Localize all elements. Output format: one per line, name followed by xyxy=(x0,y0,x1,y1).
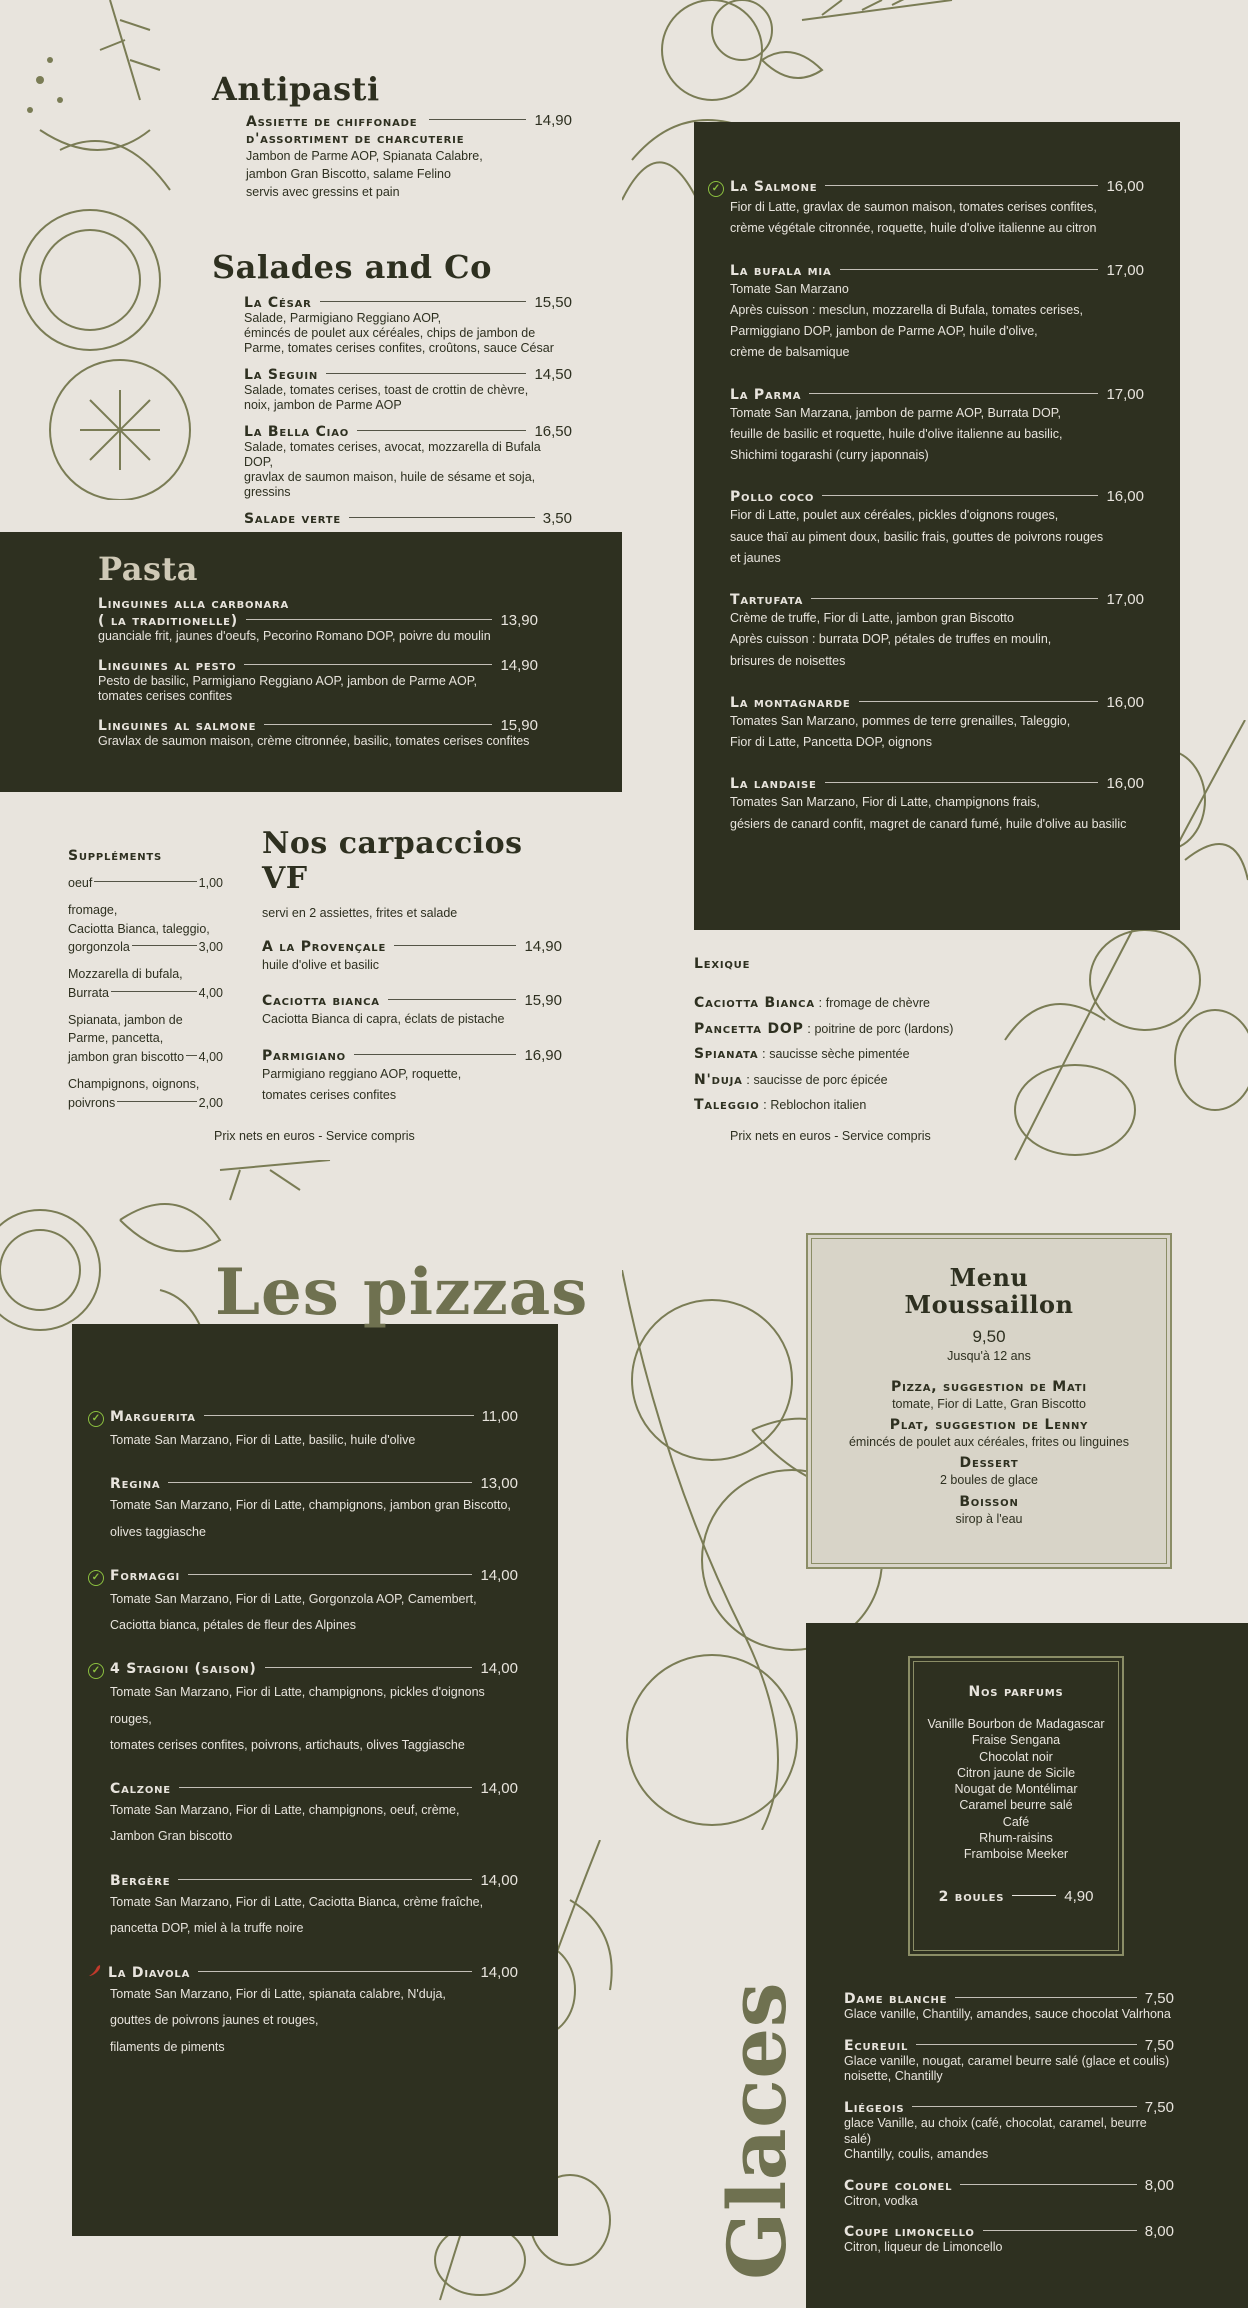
pizza-item-price: 11,00 xyxy=(481,1408,518,1425)
footer-prices-right: Prix nets en euros - Service compris xyxy=(730,1129,931,1143)
pizza-item-desc: Tomate San Marzano, Fior di Latte, Gorgonzola AOP, Camembert, xyxy=(110,1591,477,1606)
pizza-item xyxy=(88,1408,518,1453)
lexique-item: Spianata : saucisse sèche pimentée xyxy=(694,1046,910,1063)
pizza-item-desc: tomates cerises confites, poivrons, artichauts, olives Taggiasche xyxy=(110,1737,465,1752)
special-pizza-item-desc: brisures de noisettes xyxy=(730,653,846,668)
vegetarian-icon: ✓ xyxy=(88,1663,104,1679)
pizza-item-price: 14,00 xyxy=(480,1660,518,1678)
pizza-item-desc: filaments de piments xyxy=(110,2039,225,2054)
pizza-item-name: Calzone xyxy=(110,1781,171,1797)
salade-item-desc: gravlax de saumon maison, huile de sésame et soja, gressins xyxy=(244,470,536,499)
pizza-item-row xyxy=(88,1567,518,1586)
lexique-term: Caciotta Bianca xyxy=(694,995,815,1011)
glace-item-desc: noisette, Chantilly xyxy=(844,2069,943,2084)
moussaillon-title: Menu xyxy=(949,1263,1029,1292)
pizza-item-price: 13,00 xyxy=(480,1475,518,1493)
lexique-term: Pancetta DOP xyxy=(694,1020,804,1037)
glace-item-desc: Glace vanille, nougat, caramel beurre salé (glace et coulis) xyxy=(844,2053,1170,2068)
special-pizza-item xyxy=(708,488,1144,569)
pasta-item-price: 15,90 xyxy=(500,716,538,734)
parfum-item: Nougat de Montélimar xyxy=(954,1782,1078,1796)
pizza-item-price: 14,00 xyxy=(480,1964,518,1981)
pizza-item-price: 14,00 xyxy=(480,1566,518,1584)
carpaccio-item-desc: huile d'olive et basilic xyxy=(262,958,380,973)
antipasti-item-price: 14,90 xyxy=(534,112,572,129)
glace-item-desc: glace Vanille, au choix (café, chocolat, caramel, beurre salé) xyxy=(844,2115,1147,2146)
pizza-item-desc: Tomate San Marzano, Fior di Latte, basilic, huile d'olive xyxy=(110,1433,416,1447)
chili-pepper-icon xyxy=(88,1963,102,1977)
special-pizza-item xyxy=(708,694,1144,754)
glaces-list xyxy=(844,1990,1174,2270)
pizza-item-desc: Tomate San Marzano, Fior di Latte, champignons, pickles d'oignons rouges, xyxy=(110,1685,485,1726)
moussaillon-section xyxy=(806,1233,1172,1569)
salades-section xyxy=(212,248,572,537)
supplement-item xyxy=(68,874,223,893)
pasta-item xyxy=(98,596,538,645)
supplement-item-label: gorgonzola xyxy=(68,940,130,955)
lexique-definition: saucisse de porc épicée xyxy=(753,1072,888,1087)
special-pizza-item-price: 16,00 xyxy=(1106,775,1144,793)
moussaillon-course-desc: 2 boules de glace xyxy=(940,1473,1038,1488)
salade-item-row xyxy=(244,294,572,311)
glaces-title: Glaces xyxy=(710,1981,804,2280)
supplement-item-price: 4,00 xyxy=(198,985,223,1000)
glace-item-name: Coupe limoncello xyxy=(844,2224,975,2241)
pizza-item-price: 14,00 xyxy=(480,1780,518,1797)
moussaillon-course-name: Dessert xyxy=(959,1455,1019,1472)
lexique-term: N'duja xyxy=(694,1071,743,1088)
moussaillon-price: 9,50 xyxy=(972,1327,1006,1346)
pizza-item-name: 4 Stagioni (saison) xyxy=(110,1661,257,1678)
lexique-definition: Reblochon italien xyxy=(770,1098,867,1113)
special-pizza-item-desc: Fior di Latte, Pancetta DOP, oignons xyxy=(730,735,932,749)
pizza-item-price: 14,00 xyxy=(480,1871,518,1889)
special-pizza-item-name: La bufala mia xyxy=(730,262,832,279)
pasta-item-name: Linguines al salmone xyxy=(98,717,257,734)
supplement-item-price: 3,00 xyxy=(198,940,223,955)
pizza-item-row xyxy=(110,1780,518,1797)
special-pizza-item-price: 17,00 xyxy=(1106,385,1144,403)
antipasti-section xyxy=(212,70,572,201)
moussaillon-course-name: Boisson xyxy=(959,1493,1019,1510)
parfum-item: Framboise Meeker xyxy=(963,1847,1069,1861)
special-pizza-item-row xyxy=(708,178,1144,197)
supplement-item-label: Spianata, jambon de xyxy=(68,1012,183,1027)
special-pizza-item xyxy=(708,178,1144,240)
pizza-item-row xyxy=(110,1872,518,1889)
moussaillon-course-name: Plat, suggestion de Lenny xyxy=(889,1417,1089,1434)
special-pizza-item-desc: Crème de truffe, Fior di Latte, jambon gran Biscotto xyxy=(730,611,1014,625)
pasta-item-desc: Pesto de basilic, Parmigiano Reggiano AOP, jambon de Parme AOP, xyxy=(98,673,477,688)
supplement-item xyxy=(68,901,223,957)
moussaillon-age: Jusqu'à 12 ans xyxy=(947,1349,1031,1363)
pizza-item-row xyxy=(88,1963,518,1981)
parfum-item: Rhum-raisins xyxy=(979,1830,1053,1845)
boules-label: 2 boules xyxy=(938,1889,1005,1906)
glace-item-row xyxy=(844,2037,1174,2054)
glace-item-price: 7,50 xyxy=(1144,1990,1174,2007)
glace-item xyxy=(844,2099,1174,2163)
pasta-item-desc: Gravlax de saumon maison, crème citronnée, basilic, tomates cerises confites xyxy=(98,733,530,748)
special-pizza-item-name: La montagnarde xyxy=(730,694,851,711)
special-pizza-item-price: 17,00 xyxy=(1106,591,1144,608)
boules-price: 4,90 xyxy=(1064,1888,1094,1906)
glace-item xyxy=(844,2177,1174,2210)
pasta-section xyxy=(0,532,622,792)
special-pizza-item-name: La Salmone xyxy=(730,179,818,195)
special-pizza-item-desc: Après cuisson : burrata DOP, pétales de truffes en moulin, xyxy=(730,632,1052,647)
carpaccio-item xyxy=(262,992,562,1030)
carpaccio-item-row xyxy=(262,938,562,955)
supplement-item-label: oeuf xyxy=(68,876,93,890)
parfum-item: Caramel beurre salé xyxy=(959,1798,1073,1813)
moussaillon-course-desc: sirop à l'eau xyxy=(955,1511,1023,1526)
moussaillon-title-2: Moussaillon xyxy=(904,1290,1074,1319)
supplement-item-label: Mozzarella di bufala, xyxy=(68,967,183,981)
pizza-item-name: Marguerita xyxy=(110,1409,196,1425)
special-pizza-item-desc: crème de balsamique xyxy=(730,345,850,360)
salade-item xyxy=(244,423,572,500)
special-pizza-item-row xyxy=(730,488,1144,505)
glace-item-desc: Citron, liqueur de Limoncello xyxy=(844,2240,1003,2255)
salade-item-name: Salade verte xyxy=(244,511,342,527)
pizza-item xyxy=(88,1660,518,1758)
pizzas-title: Les pizzas xyxy=(215,1255,589,1330)
special-pizza-item-row xyxy=(730,694,1144,711)
pizza-item-desc: Tomate San Marzano, Fior di Latte, champignons, oeuf, crème, xyxy=(110,1803,460,1817)
pasta-item-price: 13,90 xyxy=(500,612,538,629)
tomato-illustration-topleft xyxy=(0,0,200,500)
specials-section xyxy=(694,122,1180,930)
special-pizza-item-desc: et jaunes xyxy=(730,550,781,565)
salade-item-name: La Bella Ciao xyxy=(244,424,350,440)
parfums-box xyxy=(908,1656,1124,1956)
carpaccio-item-name: A la Provençale xyxy=(262,939,387,956)
parfum-item: Fraise Sengana xyxy=(971,1733,1061,1748)
pizza-item-desc: Jambon Gran biscotto xyxy=(110,1829,233,1844)
special-pizza-item-desc: Tomates San Marzano, Fior di Latte, champignons frais, xyxy=(730,795,1040,810)
lexique-term: Spianata xyxy=(694,1046,759,1063)
glace-item-price: 7,50 xyxy=(1144,2036,1174,2054)
parfum-item: Citron jaune de Sicile xyxy=(956,1765,1076,1780)
glace-item-row xyxy=(844,2177,1174,2194)
glace-item-row xyxy=(844,2099,1174,2116)
vegetarian-icon: ✓ xyxy=(88,1411,104,1427)
pizza-item xyxy=(88,1475,518,1545)
pizza-item-desc: Tomate San Marzano, Fior di Latte, champignons, jambon gran Biscotto, xyxy=(110,1498,511,1513)
special-pizza-item-desc: feuille de basilic et roquette, huile d'olive italienne au basilic, xyxy=(730,426,1063,441)
supplements-title: Suppléments xyxy=(68,848,163,864)
salade-item xyxy=(244,510,572,527)
glace-item-price: 8,00 xyxy=(1144,2176,1174,2194)
glace-item-desc: Citron, vodka xyxy=(844,2193,918,2208)
pizza-item-name: Bergère xyxy=(110,1872,171,1889)
antipasti-item-name: Assiette de chiffonade xyxy=(246,114,418,130)
pizza-item-row xyxy=(110,1475,518,1492)
carpaccios-title: Nos carpaccios VF xyxy=(262,826,523,896)
special-pizza-item xyxy=(708,591,1144,672)
pizza-item-name: La Diavola xyxy=(108,1965,191,1981)
glace-item-name: Liégeois xyxy=(844,2099,905,2116)
pasta-item-price: 14,90 xyxy=(500,656,538,674)
special-pizza-item-desc: gésiers de canard confit, magret de canard fumé, huile d'olive au basilic xyxy=(730,816,1127,831)
pizza-item xyxy=(88,1872,518,1942)
antipasti-title: Antipasti xyxy=(212,70,380,108)
lexique-section xyxy=(694,956,994,1118)
carpaccio-item-name: Caciotta bianca xyxy=(262,993,380,1010)
glace-item xyxy=(844,1990,1174,2023)
special-pizza-item-price: 16,00 xyxy=(1106,693,1144,711)
pizza-item xyxy=(88,1963,518,2060)
pizza-item-desc: Tomate San Marzano, Fior di Latte, Caciotta Bianca, crème fraîche, xyxy=(110,1894,484,1909)
carpaccio-item xyxy=(262,938,562,976)
salade-item-name: La César xyxy=(244,295,312,311)
pizza-item-desc: gouttes de poivrons jaunes et rouges, xyxy=(110,2013,319,2028)
special-pizza-item-name: Tartufata xyxy=(730,592,804,608)
carpaccio-item-price: 14,90 xyxy=(524,938,562,956)
moussaillon-course-desc: émincés de poulet aux céréales, frites ou linguines xyxy=(848,1435,1130,1450)
special-pizza-item-desc: crème végétale citronnée, roquette, huile d'olive italienne au citron xyxy=(730,221,1097,236)
pizza-item-desc: pancetta DOP, miel à la truffe noire xyxy=(110,1920,304,1935)
pizzas-section xyxy=(72,1324,558,2236)
pizza-item-name: Formaggi xyxy=(110,1567,180,1584)
salade-item-price: 16,50 xyxy=(534,423,572,440)
lexique-item: Pancetta DOP : poitrine de porc (lardons) xyxy=(694,1020,954,1037)
lexique-term: Taleggio xyxy=(694,1097,760,1114)
lexique-title: Lexique xyxy=(694,956,751,972)
pizza-item-row xyxy=(88,1660,518,1679)
vegetarian-icon: ✓ xyxy=(88,1570,104,1586)
salade-item-price: 15,50 xyxy=(534,294,572,311)
special-pizza-item-name: La landaise xyxy=(730,776,817,793)
special-pizza-item-row xyxy=(730,591,1144,608)
parfum-item: Vanille Bourbon de Madagascar xyxy=(927,1717,1105,1731)
supplement-item-label: fromage, xyxy=(68,902,118,917)
salade-item-row xyxy=(244,510,572,527)
salade-item xyxy=(244,366,572,413)
salade-item-desc: Parme, tomates cerises confites, croûtons, sauce César xyxy=(244,341,554,355)
antipasti-item-desc: servis avec gressins et pain xyxy=(246,185,400,200)
special-pizza-item-row xyxy=(730,262,1144,279)
pizza-item-desc: Caciotta bianca, pétales de fleur des Alpines xyxy=(110,1618,356,1632)
carpaccio-item-row xyxy=(262,1047,562,1064)
carpaccio-item xyxy=(262,1047,562,1107)
supplement-item xyxy=(68,1075,223,1113)
pasta-item-name: Linguines al pesto xyxy=(98,657,237,674)
special-pizza-item-desc: Après cuisson : mesclun, mozzarella di Bufala, tomates cerises, xyxy=(730,302,1083,317)
special-pizza-item-row xyxy=(730,386,1144,403)
special-pizza-item-name: Pollo coco xyxy=(730,489,815,506)
salade-item-desc: Salade, Parmigiano Reggiano AOP, xyxy=(244,311,442,325)
pasta-item-name: Linguines alla carbonara xyxy=(98,596,290,612)
supplement-item-label: poivrons xyxy=(68,1095,116,1110)
pasta-title: Pasta xyxy=(98,550,198,588)
lexique-item: Taleggio : Reblochon italien xyxy=(694,1097,867,1114)
carpaccio-item-desc: Parmigiano reggiano AOP, roquette, xyxy=(262,1066,462,1081)
carpaccio-item-row xyxy=(262,992,562,1009)
salades-title: Salades and Co xyxy=(212,248,492,286)
glace-item-price: 7,50 xyxy=(1144,2098,1174,2116)
special-pizza-item xyxy=(708,775,1144,835)
carpaccio-item-desc: tomates cerises confites xyxy=(262,1087,397,1102)
lexique-definition: fromage de chèvre xyxy=(825,996,930,1010)
special-pizza-item-name: La Parma xyxy=(730,386,802,403)
carpaccio-item-desc: Caciotta Bianca di capra, éclats de pistache xyxy=(262,1012,505,1027)
pasta-item-name-2: ( la traditionelle) xyxy=(98,613,238,629)
lexique-definition: saucisse sèche pimentée xyxy=(769,1047,910,1062)
lexique-item: Caciotta Bianca : fromage de chèvre xyxy=(694,995,930,1011)
lexique-definition: poitrine de porc (lardons) xyxy=(814,1021,954,1036)
antipasti-item-desc: jambon Gran Biscotto, salame Felino xyxy=(246,167,451,182)
glace-item-desc: Glace vanille, Chantilly, amandes, sauce chocolat Valrhona xyxy=(844,2007,1171,2021)
pizza-item-row xyxy=(88,1408,518,1427)
antipasti-item-desc: Jambon de Parme AOP, Spianata Calabre, xyxy=(246,149,483,163)
carpaccio-item-price: 16,90 xyxy=(524,1046,562,1064)
salade-item-name: La Seguin xyxy=(244,367,319,383)
supplement-item-price: 4,00 xyxy=(198,1050,223,1064)
carpaccio-item-name: Parmigiano xyxy=(262,1047,346,1064)
salade-item xyxy=(244,294,572,356)
special-pizza-item xyxy=(708,386,1144,467)
glace-item-price: 8,00 xyxy=(1144,2223,1174,2241)
special-pizza-item-desc: Tomate San Marzana, jambon de parme AOP, Burrata DOP, xyxy=(730,405,1061,420)
salade-item-price: 14,50 xyxy=(534,366,572,383)
moussaillon-course-name: Pizza, suggestion de Mati xyxy=(891,1379,1087,1396)
footer-prices-left: Prix nets en euros - Service compris xyxy=(214,1129,415,1143)
salade-item-desc: noix, jambon de Parme AOP xyxy=(244,398,402,412)
supplement-item-label: Champignons, oignons, xyxy=(68,1076,200,1091)
special-pizza-item-price: 16,00 xyxy=(1106,178,1144,195)
salade-item-row xyxy=(244,366,572,383)
salade-item-price: 3,50 xyxy=(542,510,572,527)
special-pizza-item-price: 17,00 xyxy=(1106,261,1144,279)
pizza-item xyxy=(88,1780,518,1850)
glace-item-name: Ecureuil xyxy=(844,2037,909,2054)
special-pizza-item-desc: Tomates San Marzano, pommes de terre grenailles, Taleggio, xyxy=(730,713,1071,728)
pasta-item-desc: tomates cerises confites xyxy=(98,689,233,704)
glace-item xyxy=(844,2037,1174,2085)
pizza-item-desc: olives taggiasche xyxy=(110,1524,206,1539)
pizza-item-desc: Tomate San Marzano, Fior di Latte, spianata calabre, N'duja, xyxy=(110,1987,446,2001)
parfum-item: Chocolat noir xyxy=(979,1749,1053,1764)
carpaccios-section xyxy=(262,826,562,1122)
glace-item-desc: Chantilly, coulis, amandes xyxy=(844,2147,989,2162)
moussaillon-course-desc: tomate, Fior di Latte, Gran Biscotto xyxy=(892,1397,1086,1412)
pizza-item xyxy=(88,1567,518,1639)
lexique-item: N'duja : saucisse de porc épicée xyxy=(694,1071,888,1088)
special-pizza-item-desc: sauce thaï au piment doux, basilic frais, gouttes de poivrons rouges xyxy=(730,529,1104,544)
pasta-item xyxy=(98,657,538,705)
parfums-title: Nos parfums xyxy=(968,1684,1064,1700)
special-pizza-item-desc: Tomate San Marzano xyxy=(730,281,849,296)
special-pizza-item-price: 16,00 xyxy=(1106,488,1144,506)
supplement-item-label: Caciotta Bianca, taleggio, xyxy=(68,921,210,936)
special-pizza-item xyxy=(708,262,1144,364)
salade-item-desc: Salade, tomates cerises, avocat, mozzarella di Bufala DOP, xyxy=(244,440,541,469)
supplement-item-price: 1,00 xyxy=(198,876,223,890)
special-pizza-item-desc: Shichimi togarashi (curry japonnais) xyxy=(730,448,929,462)
salade-item-desc: Salade, tomates cerises, toast de crottin de chèvre, xyxy=(244,383,529,397)
glace-item-row xyxy=(844,1990,1174,2007)
supplement-item-label: Burrata xyxy=(68,985,109,1000)
special-pizza-item-desc: Parmiggiano DOP, jambon de Parme AOP, huile d'olive, xyxy=(730,324,1038,338)
salade-item-desc: émincés de poulet aux céréales, chips de jambon de xyxy=(244,326,536,340)
special-pizza-item-desc: Fior di Latte, gravlax de saumon maison, tomates cerises confites, xyxy=(730,200,1097,214)
pasta-item-desc: guanciale frit, jaunes d'oeufs, Pecorino Romano DOP, poivre du moulin xyxy=(98,629,491,643)
glace-item-name: Coupe colonel xyxy=(844,2177,953,2194)
supplement-item xyxy=(68,1011,223,1067)
glace-item-name: Dame blanche xyxy=(844,1991,948,2007)
carpaccio-item-price: 15,90 xyxy=(524,992,562,1010)
pasta-item xyxy=(98,717,538,750)
special-pizza-item-row xyxy=(730,775,1144,792)
supplement-item-label: Parme, pancetta, xyxy=(68,1031,164,1046)
salade-item-row xyxy=(244,423,572,440)
parfum-item: Café xyxy=(1002,1814,1030,1829)
vegetarian-icon: ✓ xyxy=(708,181,724,197)
supplement-item xyxy=(68,965,223,1003)
supplements-section xyxy=(68,848,223,1120)
antipasti-item-name-2: d'assortiment de charcuterie xyxy=(246,131,465,147)
pizza-item-name: Regina xyxy=(110,1476,161,1493)
special-pizza-item-desc: Fior di Latte, poulet aux céréales, pickles d'oignons rouges, xyxy=(730,508,1059,523)
supplement-item-price: 2,00 xyxy=(198,1095,223,1110)
supplement-item-label: jambon gran biscotto xyxy=(68,1050,185,1064)
carpaccios-subtitle: servi en 2 assiettes, frites et salade xyxy=(262,906,458,920)
glace-item xyxy=(844,2223,1174,2256)
glace-item-row xyxy=(844,2223,1174,2240)
